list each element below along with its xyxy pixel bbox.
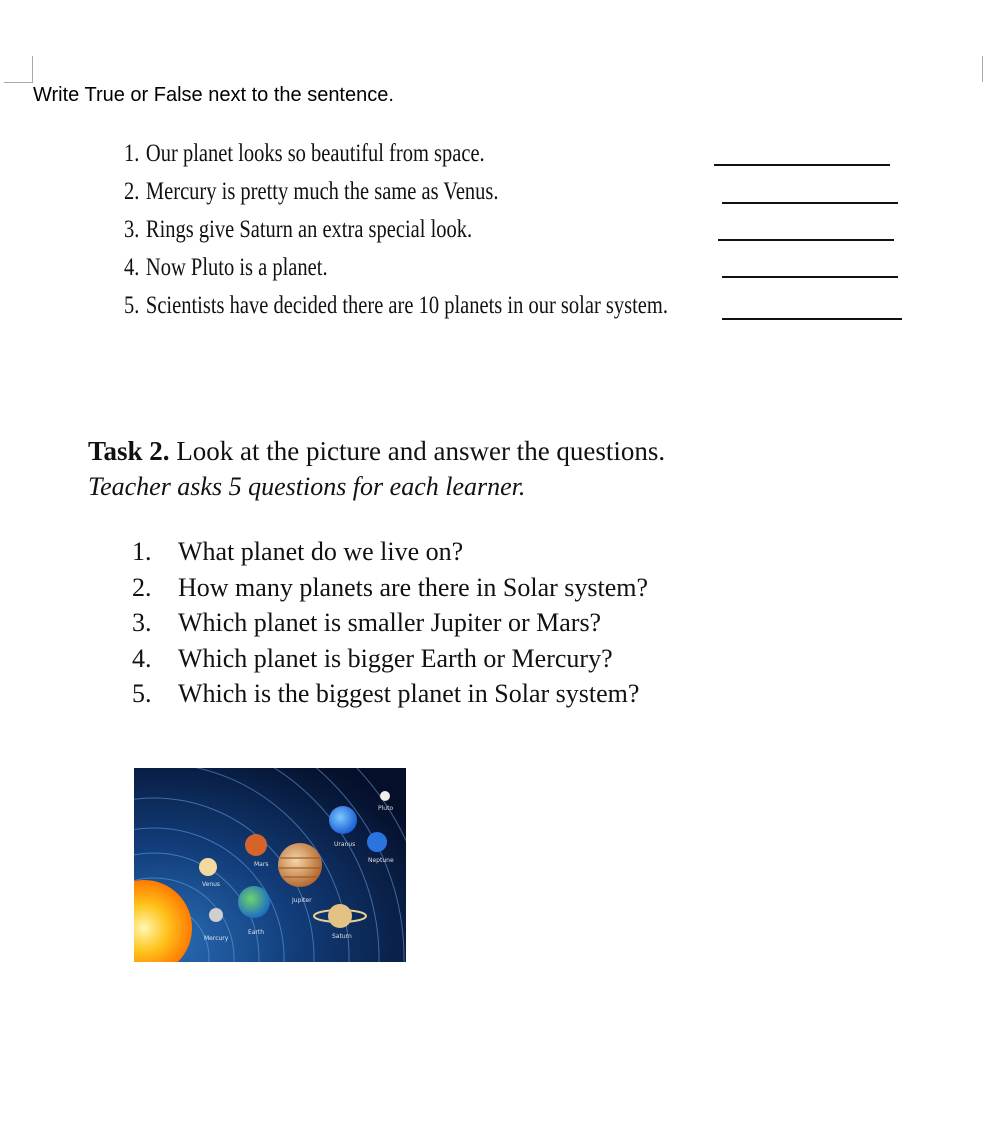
item-number: 3. [124, 216, 140, 243]
true-false-item [124, 138, 772, 176]
item-number: 1. [124, 140, 140, 167]
uranus-label: Uranus [334, 841, 356, 848]
saturn-label: Saturn [332, 933, 352, 940]
true-false-item [124, 252, 772, 290]
true-false-item [124, 214, 772, 252]
item-statement: Now Pluto is a planet. [145, 254, 328, 281]
question-list [132, 535, 648, 713]
page-corner-mark-right [982, 56, 985, 82]
neptune-label: Neptune [368, 857, 394, 864]
item-statement: Scientists have decided there are 10 planets in our solar system. [145, 292, 668, 319]
page-corner-mark-left [4, 56, 33, 83]
question-text: Which planet is smaller Jupiter or Mars? [178, 608, 602, 637]
question-text: What planet do we live on? [178, 537, 464, 566]
question-number: 4. [132, 643, 152, 673]
mercury-icon [209, 908, 223, 922]
neptune-icon [367, 832, 387, 852]
true-false-item [124, 290, 772, 328]
item-statement: Mercury is pretty much the same as Venus. [145, 178, 499, 205]
instruction-text: Write True or False next to the sentence. [33, 84, 394, 106]
true-false-list [124, 138, 914, 328]
item-number: 2. [124, 178, 140, 205]
question-item [132, 571, 648, 607]
question-number: 3. [132, 608, 152, 637]
solar-system-image [134, 768, 406, 962]
question-text: Which is the biggest planet in Solar system? [178, 679, 640, 708]
question-text: How many planets are there in Solar system? [178, 572, 649, 602]
jupiter-icon [278, 843, 322, 887]
answer-blank-5[interactable] [722, 318, 902, 320]
answer-blank-3[interactable] [718, 239, 894, 241]
uranus-icon [329, 806, 357, 834]
earth-icon [238, 886, 270, 918]
item-statement: Our planet looks so beautiful from space. [145, 140, 485, 167]
task2-label: Task 2. [88, 436, 170, 466]
pluto-icon [380, 791, 390, 801]
earth-label: Earth [248, 929, 265, 936]
jupiter-label: Jupiter [292, 897, 312, 904]
saturn-icon [328, 904, 352, 928]
question-text: Which planet is bigger Earth or Mercury? [178, 643, 613, 673]
task2-heading [88, 436, 665, 467]
question-number: 2. [132, 572, 152, 602]
mars-label: Mars [254, 861, 269, 868]
answer-blank-2[interactable] [722, 202, 898, 204]
question-item [132, 535, 648, 571]
answer-blank-1[interactable] [714, 164, 890, 166]
mercury-label: Mercury [204, 935, 229, 942]
true-false-item [124, 176, 772, 214]
task2-subtitle: Teacher asks 5 questions for each learner. [88, 472, 526, 501]
venus-label: Venus [202, 881, 221, 888]
task2-heading-text: Look at the picture and answer the questions. [169, 436, 666, 466]
item-number: 5. [124, 292, 140, 319]
question-item [132, 642, 648, 678]
question-number: 5. [132, 679, 152, 708]
pluto-label: Pluto [378, 805, 394, 812]
venus-icon [199, 858, 217, 876]
question-item [132, 677, 648, 713]
answer-blank-4[interactable] [722, 276, 898, 278]
item-number: 4. [124, 254, 140, 281]
item-statement: Rings give Saturn an extra special look. [145, 216, 473, 243]
question-item [132, 606, 648, 642]
question-number: 1. [132, 537, 152, 566]
mars-icon [245, 834, 267, 856]
